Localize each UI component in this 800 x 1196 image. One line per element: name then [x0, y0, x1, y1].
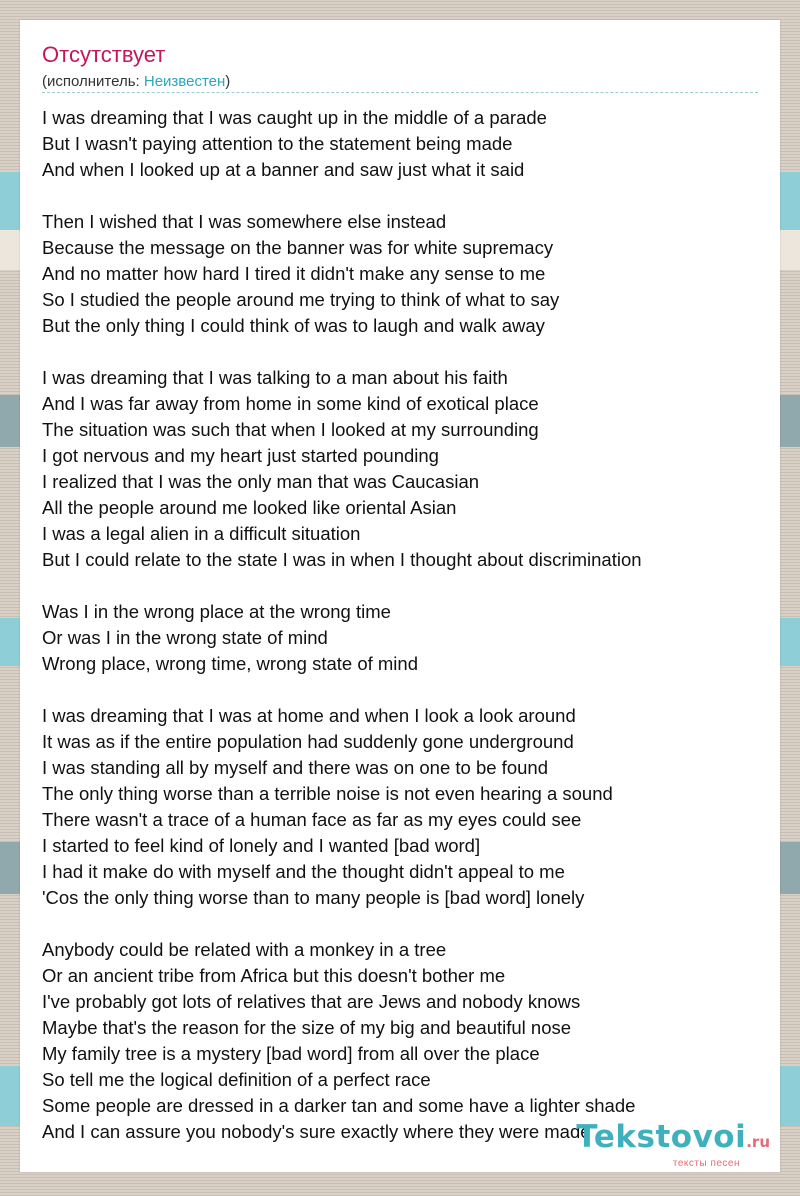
artist-suffix: ) [225, 73, 231, 90]
lyric-line: I was a legal alien in a difficult situation [42, 523, 361, 544]
logo-tagline: тексты песен [672, 1158, 740, 1169]
lyric-line: And I was far away from home in some kind of exotical place [42, 393, 539, 414]
lyric-line: I started to feel kind of lonely and I wanted [bad word] [42, 835, 481, 856]
lyric-line: Anybody could be related with a monkey in a tree [42, 939, 447, 960]
lyric-line: Some people are dressed in a darker tan and some have a lighter shade [42, 1095, 636, 1116]
lyric-line: So tell me the logical definition of a perfect race [42, 1069, 431, 1090]
lyric-line: I realized that I was the only man that was Caucasian [42, 471, 480, 492]
lyric-line: There wasn't a trace of a human face as far as my eyes could see [42, 809, 582, 830]
lyric-line: The situation was such that when I looked at my surrounding [42, 419, 539, 440]
lyrics-stanza [42, 365, 772, 573]
lyric-line: Maybe that's the reason for the size of my big and beautiful nose [42, 1017, 572, 1038]
lyrics-stanza [42, 599, 772, 677]
song-title: Отсутствует [42, 42, 166, 67]
lyrics-card [20, 20, 780, 1172]
lyric-line: But I could relate to the state I was in when I thought about discrimination [42, 549, 642, 570]
lyric-line: Or an ancient tribe from Africa but this doesn't bother me [42, 965, 506, 986]
logo-tld: .ru [746, 1133, 770, 1151]
lyric-line: But I wasn't paying attention to the statement being made [42, 133, 513, 154]
logo-name: Tekstovoi [576, 1119, 747, 1155]
artist-link[interactable]: Неизвестен [143, 73, 226, 90]
lyrics-stanza [42, 209, 772, 339]
lyric-line: I got nervous and my heart just started pounding [42, 445, 439, 466]
lyric-line: 'Cos the only thing worse than to many people is [bad word] lonely [42, 887, 585, 908]
lyric-line: I've probably got lots of relatives that are Jews and nobody knows [42, 991, 581, 1012]
lyric-line: Wrong place, wrong time, wrong state of mind [42, 653, 418, 674]
lyric-line: The only thing worse than a terrible noise is not even hearing a sound [42, 783, 613, 804]
logo-wordmark [576, 1121, 770, 1158]
lyric-line: But the only thing I could think of was to laugh and walk away [42, 315, 545, 336]
lyric-line: I was dreaming that I was caught up in the middle of a parade [42, 107, 547, 128]
lyrics-stanza [42, 105, 772, 183]
lyric-line: Or was I in the wrong state of mind [42, 627, 328, 648]
title-divider [42, 92, 758, 93]
lyric-line: Then I wished that I was somewhere else instead [42, 211, 447, 232]
site-logo[interactable] [576, 1121, 770, 1170]
lyric-line: I was standing all by myself and there was on one to be found [42, 757, 548, 778]
lyric-line: All the people around me looked like oriental Asian [42, 497, 457, 518]
lyrics-body [42, 105, 772, 1145]
lyric-line: It was as if the entire population had suddenly gone underground [42, 731, 574, 752]
lyric-line: I was dreaming that I was at home and when I look a look around [42, 705, 576, 726]
lyric-line: And no matter how hard I tired it didn't make any sense to me [42, 263, 546, 284]
lyric-line: So I studied the people around me trying to think of what to say [42, 289, 560, 310]
artist-line [42, 73, 230, 90]
lyrics-stanza [42, 937, 772, 1145]
lyric-line: And I can assure you nobody's sure exactly where they were made [42, 1121, 591, 1142]
lyric-line: My family tree is a mystery [bad word] from all over the place [42, 1043, 540, 1064]
lyrics-stanza [42, 703, 772, 911]
lyric-line: Because the message on the banner was for white supremacy [42, 237, 554, 258]
lyric-line: And when I looked up at a banner and saw just what it said [42, 159, 525, 180]
artist-prefix: (исполнитель: [42, 73, 144, 90]
lyric-line: Was I in the wrong place at the wrong time [42, 601, 391, 622]
lyric-line: I was dreaming that I was talking to a man about his faith [42, 367, 508, 388]
lyric-line: I had it make do with myself and the thought didn't appeal to me [42, 861, 565, 882]
